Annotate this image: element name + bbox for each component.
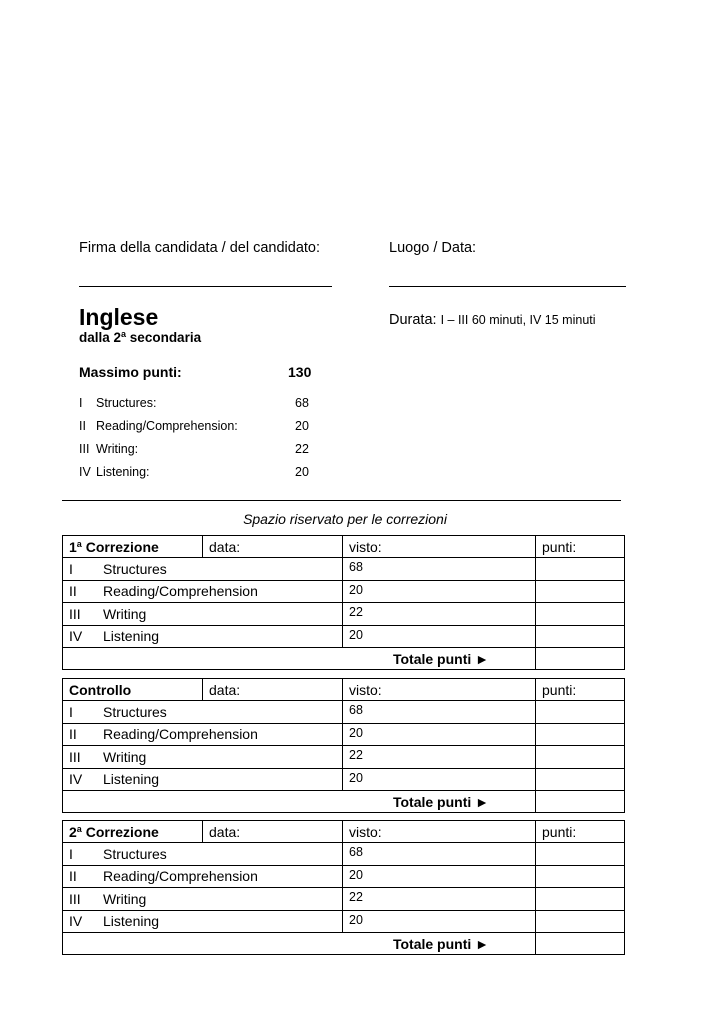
table-header-row bbox=[63, 679, 625, 701]
correction-table bbox=[62, 678, 625, 813]
section-cell bbox=[63, 888, 343, 910]
row-number: III bbox=[69, 890, 81, 907]
max-points-cell: 22 bbox=[343, 746, 536, 768]
section-cell bbox=[63, 768, 343, 790]
table-row bbox=[63, 888, 625, 910]
score-input-cell[interactable] bbox=[536, 888, 625, 910]
max-points-cell: 68 bbox=[343, 701, 536, 723]
visto-field[interactable]: visto: bbox=[343, 821, 536, 843]
section-name: Reading/Comprehension: bbox=[96, 419, 238, 433]
section-label bbox=[79, 442, 138, 456]
correction-title: Controllo bbox=[63, 679, 203, 701]
row-number: II bbox=[69, 583, 77, 600]
score-input-cell[interactable] bbox=[536, 625, 625, 647]
section-cell bbox=[63, 625, 343, 647]
score-input-cell[interactable] bbox=[536, 768, 625, 790]
row-label: Writing bbox=[103, 748, 147, 765]
place-date-line[interactable] bbox=[389, 286, 626, 287]
max-points-label: Massimo punti: bbox=[79, 364, 182, 380]
score-input-cell[interactable] bbox=[536, 865, 625, 887]
max-points-cell: 22 bbox=[343, 603, 536, 625]
score-input-cell[interactable] bbox=[536, 746, 625, 768]
total-input-cell[interactable] bbox=[536, 932, 625, 954]
row-number: IV bbox=[69, 628, 83, 645]
total-row bbox=[63, 647, 625, 669]
candidate-signature-label: Firma della candidata / del candidato: bbox=[79, 240, 321, 256]
section-name: Writing: bbox=[96, 442, 139, 456]
place-date-label: Luogo / Data: bbox=[389, 240, 477, 256]
correction-table bbox=[62, 820, 625, 955]
row-number: II bbox=[69, 868, 77, 885]
reserved-corrections-label: Spazio riservato per le correzioni bbox=[243, 511, 447, 527]
table-row bbox=[63, 701, 625, 723]
table-header-row bbox=[63, 821, 625, 843]
visto-field[interactable]: visto: bbox=[343, 536, 536, 558]
table-row bbox=[63, 558, 625, 580]
max-points-cell: 20 bbox=[343, 910, 536, 932]
max-points-cell: 68 bbox=[343, 558, 536, 580]
score-input-cell[interactable] bbox=[536, 701, 625, 723]
points-header: punti: bbox=[536, 679, 625, 701]
max-points-cell: 22 bbox=[343, 888, 536, 910]
section-points: 68 bbox=[295, 396, 309, 410]
date-field[interactable]: data: bbox=[203, 679, 343, 701]
section-cell bbox=[63, 558, 343, 580]
section-label bbox=[79, 465, 150, 479]
signature-line[interactable] bbox=[79, 286, 332, 287]
row-number: II bbox=[69, 726, 77, 743]
table-row bbox=[63, 625, 625, 647]
score-input-cell[interactable] bbox=[536, 580, 625, 602]
max-points-cell: 20 bbox=[343, 625, 536, 647]
row-number: III bbox=[69, 605, 81, 622]
row-label: Listening bbox=[103, 913, 160, 930]
total-label: Totale punti ► bbox=[63, 647, 536, 669]
date-field[interactable]: data: bbox=[203, 536, 343, 558]
max-points-cell: 68 bbox=[343, 843, 536, 865]
section-cell bbox=[63, 701, 343, 723]
row-number: I bbox=[69, 704, 73, 721]
row-label: Reading/Comprehension bbox=[103, 583, 258, 600]
section-label bbox=[79, 396, 156, 410]
exam-title: Inglese bbox=[79, 304, 159, 330]
section-number: IV bbox=[79, 465, 91, 479]
correction-title: 1$^a$ Correzione bbox=[63, 536, 203, 558]
row-label: Writing bbox=[103, 605, 147, 622]
total-row bbox=[63, 790, 625, 812]
correction-title: 2$^a$ Correzione bbox=[63, 821, 203, 843]
row-number: III bbox=[69, 748, 81, 765]
section-name: Listening: bbox=[96, 465, 150, 479]
total-input-cell[interactable] bbox=[536, 790, 625, 812]
exam-subtitle: dalla 2$^a$ secondaria bbox=[79, 329, 202, 345]
section-label bbox=[79, 419, 238, 433]
section-number: II bbox=[79, 419, 86, 433]
total-row bbox=[63, 932, 625, 954]
table-row bbox=[63, 580, 625, 602]
score-input-cell[interactable] bbox=[536, 843, 625, 865]
total-label: Totale punti ► bbox=[63, 790, 536, 812]
points-header: punti: bbox=[536, 536, 625, 558]
score-input-cell[interactable] bbox=[536, 723, 625, 745]
max-points-value: 130 bbox=[288, 364, 312, 380]
date-field[interactable]: data: bbox=[203, 821, 343, 843]
divider bbox=[62, 500, 621, 501]
row-label: Listening bbox=[103, 771, 160, 788]
section-cell bbox=[63, 580, 343, 602]
visto-field[interactable]: visto: bbox=[343, 679, 536, 701]
score-input-cell[interactable] bbox=[536, 910, 625, 932]
section-cell bbox=[63, 603, 343, 625]
row-label: Reading/Comprehension bbox=[103, 868, 258, 885]
row-number: IV bbox=[69, 771, 83, 788]
section-points: 20 bbox=[295, 465, 309, 479]
table-row bbox=[63, 746, 625, 768]
section-cell bbox=[63, 910, 343, 932]
row-label: Structures bbox=[103, 846, 167, 863]
table-row bbox=[63, 723, 625, 745]
section-cell bbox=[63, 843, 343, 865]
total-label: Totale punti ► bbox=[63, 932, 536, 954]
row-label: Structures bbox=[103, 704, 167, 721]
section-points: 22 bbox=[295, 442, 309, 456]
correction-table bbox=[62, 535, 625, 670]
exam-duration: Durata: I – III 60 minuti, IV 15 minuti bbox=[389, 312, 596, 328]
max-points-cell: 20 bbox=[343, 768, 536, 790]
table-row bbox=[63, 603, 625, 625]
score-input-cell[interactable] bbox=[536, 603, 625, 625]
section-cell bbox=[63, 746, 343, 768]
row-label: Reading/Comprehension bbox=[103, 726, 258, 743]
max-points-cell: 20 bbox=[343, 865, 536, 887]
row-label: Writing bbox=[103, 890, 147, 907]
table-header-row bbox=[63, 536, 625, 558]
row-number: I bbox=[69, 561, 73, 578]
section-number: I bbox=[79, 396, 83, 410]
table-row bbox=[63, 865, 625, 887]
row-number: I bbox=[69, 846, 73, 863]
section-points: 20 bbox=[295, 419, 309, 433]
total-input-cell[interactable] bbox=[536, 647, 625, 669]
section-cell bbox=[63, 865, 343, 887]
table-row bbox=[63, 768, 625, 790]
points-header: punti: bbox=[536, 821, 625, 843]
max-points-cell: 20 bbox=[343, 723, 536, 745]
table-row bbox=[63, 843, 625, 865]
row-label: Structures bbox=[103, 561, 167, 578]
max-points-cell: 20 bbox=[343, 580, 536, 602]
table-row bbox=[63, 910, 625, 932]
section-cell bbox=[63, 723, 343, 745]
section-number: III bbox=[79, 442, 90, 456]
section-name: Structures: bbox=[96, 396, 157, 410]
row-label: Listening bbox=[103, 628, 160, 645]
row-number: IV bbox=[69, 913, 83, 930]
score-input-cell[interactable] bbox=[536, 558, 625, 580]
